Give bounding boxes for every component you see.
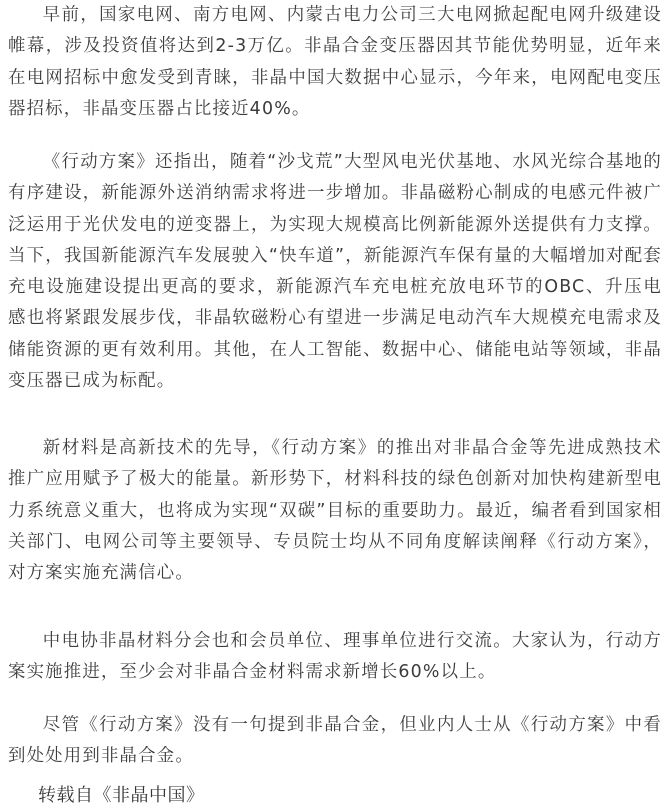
source-attribution: 转载自《非晶中国》 [38, 785, 205, 806]
article-paragraph-4: 中电协非晶材料分会也和会员单位、理事单位进行交流。大家认为，行动方案实施推进，至少会对非晶合金材料需求新增长60%以上。 [8, 631, 662, 683]
article-paragraph-2: 《行动方案》还指出，随着“沙戈荒”大型风电光伏基地、水风光综合基地的有序建设，新能源外送消纳需求将进一步增加。非晶磁粉心制成的电感元件被广泛运用于光伏发电的逆变器上，为实现大规模高比例新能源外送提供有力支撑。当下，我国新能源汽车发展驶入“快车道”，新能源汽车保有量的大幅增加对配套充电设施建设提出更高的要求，新能源汽车充电桩充放电环节的OBC、升压电感也将紧跟发展步伐，非晶软磁粉心有望进一步满足电动汽车大规模充电需求及储能资源的更有效利用。其他，在人工智能、数据中心、储能电站等领域，非晶变压器已成为标配。 [8, 152, 662, 392]
article-paragraph-3: 新材料是高新技术的先导，《行动方案》的推出对非晶合金等先进成熟技术推广应用赋予了极大的能量。新形势下，材料科技的绿色创新对加快构建新型电力系统意义重大，也将成为实现“双碳”目标的重要助力。最近，编者看到国家相关部门、电网公司等主要领导、专员院士均从不同角度解读阐释《行动方案》，对方案实施充满信心。 [8, 438, 662, 584]
article-paragraph-5: 尽管《行动方案》没有一句提到非晶合金，但业内人士从《行动方案》中看到处处用到非晶合金。 [8, 715, 662, 767]
article-paragraph-1: 早前，国家电网、南方电网、内蒙古电力公司三大电网掀起配电网升级建设帷幕，涉及投资值将达到2-3万亿。非晶合金变压器因其节能优势明显，近年来在电网招标中愈发受到青睐，非晶中国大数据中心显示，今年来，电网配电变压器招标，非晶变压器占比接近40%。 [8, 5, 662, 119]
